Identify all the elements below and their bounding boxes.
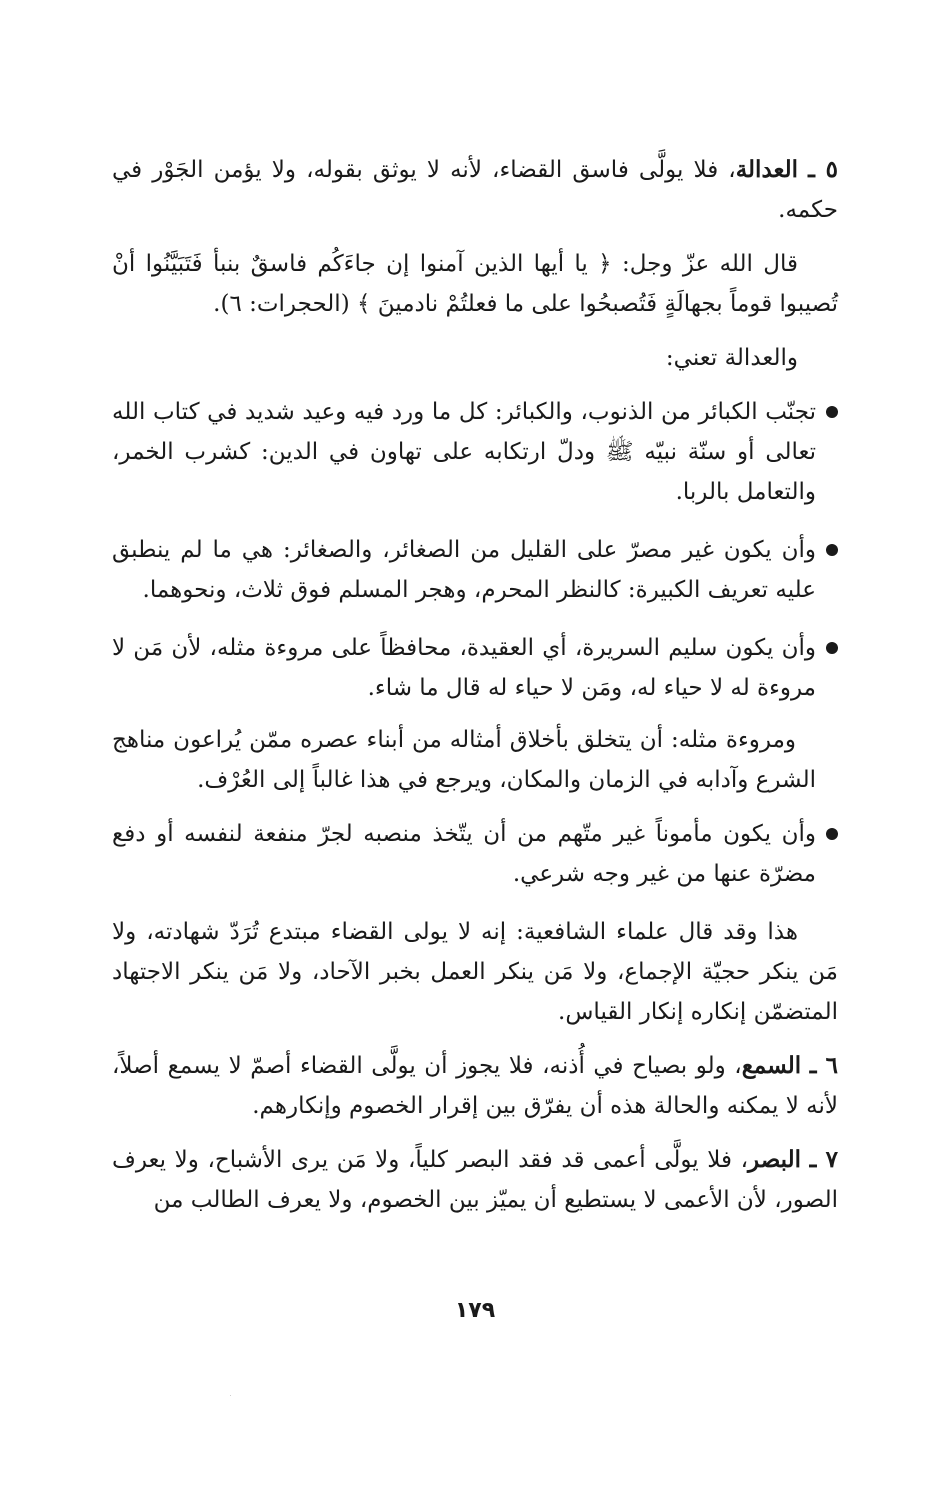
item-number: ٥ ـ xyxy=(808,156,839,183)
page-body xyxy=(112,150,838,1234)
item-text: ، فلا يولَّى فاسق القضاء، لأنه لا يوثق بقوله، ولا يؤمن الجَوْر في حكمه. xyxy=(112,157,838,223)
bullet-text: وأن يكون سليم السريرة، أي العقيدة، محافظاً على مروءة مثله، لأن مَن لا مروءة له لا حياء له، ومَن لا حياء له قال ما شاء. xyxy=(112,635,816,701)
bullet-item-4 xyxy=(112,814,838,894)
bullet-text: وأن يكون غير مصرّ على القليل من الصغائر، والصغائر: هي ما لم ينطبق عليه تعريف الكبيرة: كالنظر المحرم، وهجر المسلم فوق ثلاث، ونحوهما. xyxy=(112,537,816,603)
shafii-paragraph: هذا وقد قال علماء الشافعية: إنه لا يولى القضاء مبتدع تُرَدّ شهادته، ولا مَن ينكر حجيّة الإجماع، ولا مَن ينكر العمل بخبر الآحاد، ولا مَن ينكر الاجتهاد المتضمّن إنكاره إنكار القياس. xyxy=(112,919,838,1025)
bullet-item-2 xyxy=(112,530,838,610)
item-text: ، ولو بصياح في أُذنه، فلا يجوز أن يولَّى القضاء أصمّ لا يسمع أصلاً، لأنه لا يمكنه والحالة هذه أن يفرّق بين إقرار الخصوم وإنكارهم. xyxy=(112,1053,838,1119)
item-term: العدالة xyxy=(735,156,799,183)
bullet-item-3 xyxy=(112,628,838,708)
bullet-dot-icon xyxy=(826,406,838,418)
scan-mark xyxy=(230,1395,231,1396)
bullet-dot-icon xyxy=(826,642,838,654)
item-term: البصر xyxy=(748,1146,801,1173)
bullet-text: وأن يكون مأموناً غير متّهم من أن يتّخذ منصبه لجرّ منفعة لنفسه أو دفع مضرّة عنها من غير وجه شرعي. xyxy=(112,821,816,887)
item-number: ٧ ـ xyxy=(809,1146,838,1173)
muruah-definition: ومروءة مثله: أن يتخلق بأخلاق أمثاله من أبناء عصره ممّن يُراعون مناهج الشرع وآدابه في الزمان والمكان، ويرجع في هذا غالباً إلى العُرْف. xyxy=(112,727,816,793)
item-7-sight xyxy=(112,1140,838,1220)
adala-intro: والعدالة تعني: xyxy=(665,345,798,371)
bullet-item-1 xyxy=(112,392,838,512)
item-6-hearing xyxy=(112,1046,838,1126)
item-number: ٦ ـ xyxy=(809,1052,839,1079)
quran-verse-paragraph: قال الله عزّ وجل: ﴿ يا أيها الذين آمنوا إن جاءَكُم فاسقٌ بنبأ فَتَبَيَّنُوا أنْ تُصيبوا قوماً بجهالَةٍ فَتُصبحُوا على ما فعلتُمْ نادمينَ ﴾ (الحجرات: ٦). xyxy=(112,251,838,317)
bullet-dot-icon xyxy=(826,828,838,840)
item-5-adala xyxy=(112,150,838,230)
page-number: ١٧٩ xyxy=(454,1298,496,1323)
bullet-dot-icon xyxy=(826,544,838,556)
bullet-text: تجنّب الكبائر من الذنوب، والكبائر: كل ما ورد فيه وعيد شديد في كتاب الله تعالى أو سنّة نبيّه ﷺ ودلّ ارتكابه على تهاون في الدين: كشرب الخمر، والتعامل بالربا. xyxy=(112,399,816,505)
item-text: ، فلا يولَّى أعمى قد فقد البصر كلياً، ولا مَن يرى الأشباح، ولا يعرف الصور، لأن الأعمى لا يستطيع أن يميّز بين الخصوم، ولا يعرف الطالب من xyxy=(112,1147,838,1213)
item-term: السمع xyxy=(741,1052,802,1079)
